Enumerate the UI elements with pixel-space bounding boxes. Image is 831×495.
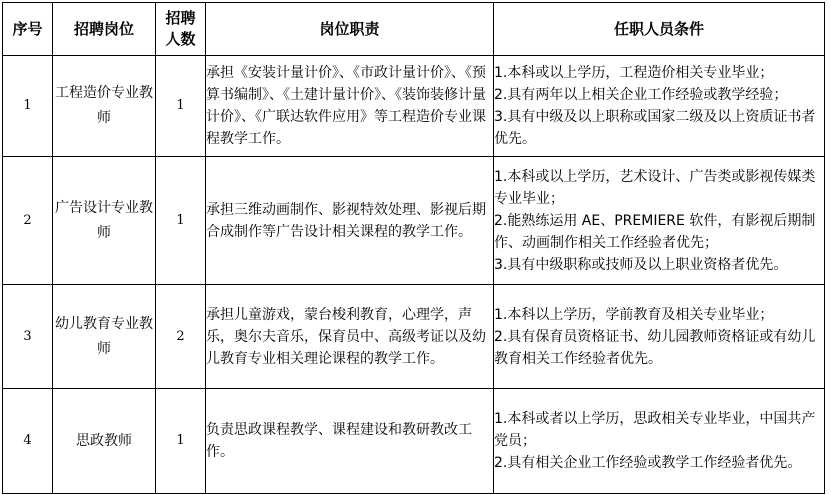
row-seq: 3 xyxy=(3,285,53,389)
row-req xyxy=(494,56,825,157)
row-duty: 承担《安装计量计价》、《市政计量计价》、《预算书编制》、《土建计量计价》、《装饰装修计量计价》、《广联达软件应用》等工程造价专业课程教学工作。 xyxy=(206,56,494,157)
row-post: 思政教师 xyxy=(53,389,156,494)
row-post: 广告设计专业教师 xyxy=(53,157,156,285)
req-item: 2.具有两年以上相关企业工作经验或教学经验； xyxy=(494,87,788,103)
row-seq: 1 xyxy=(3,56,53,157)
row-req xyxy=(494,157,825,285)
table-row xyxy=(3,157,825,285)
req-item: 1.本科或以上学历，工程造价相关专业毕业； xyxy=(494,65,774,81)
row-num: 1 xyxy=(156,389,206,494)
header-num-line1: 招聘 xyxy=(165,9,196,27)
table-row xyxy=(3,56,825,157)
req-item: 1.本科或以上学历，艺术设计、广告类或影视传媒类专业毕业； xyxy=(494,168,816,207)
table-row xyxy=(3,285,825,389)
req-item: 2.具有保育员资格证书、幼儿园教师资格证或有幼儿教育相关工作经验者优先。 xyxy=(494,328,816,367)
row-num: 2 xyxy=(156,285,206,389)
header-num-line2: 人数 xyxy=(165,30,196,48)
row-seq: 2 xyxy=(3,157,53,285)
row-num: 1 xyxy=(156,157,206,285)
req-item: 1.本科以上学历，学前教育及相关专业毕业； xyxy=(494,306,774,323)
row-duty: 承担儿童游戏，蒙台梭利教育，心理学，声乐，奥尔夫音乐，保育员中、高级考证以及幼儿教育专业相关理论课程的教学工作。 xyxy=(206,285,494,389)
header-seq: 序号 xyxy=(3,3,53,56)
row-num: 1 xyxy=(156,56,206,157)
row-req xyxy=(494,285,825,389)
recruitment-table xyxy=(2,2,825,494)
row-duty: 负责思政课程教学、课程建设和教研教改工作。 xyxy=(206,389,494,494)
header-req: 任职人员条件 xyxy=(494,3,825,56)
header-duty: 岗位职责 xyxy=(206,3,494,56)
row-post: 工程造价专业教师 xyxy=(53,56,156,157)
row-duty: 承担三维动画制作、影视特效处理、影视后期合成制作等广告设计相关课程的教学工作。 xyxy=(206,157,494,285)
row-req xyxy=(494,389,825,494)
table-header-row xyxy=(3,3,825,56)
req-item: 1.本科或者以上学历，思政相关专业毕业，中国共产党员； xyxy=(494,411,816,449)
req-item: 3.具有中级及以上职称或国家二级及以上资质证书者优先。 xyxy=(494,109,816,147)
row-post: 幼儿教育专业教师 xyxy=(53,285,156,389)
header-post: 招聘岗位 xyxy=(53,3,156,56)
table-row xyxy=(3,389,825,494)
req-item: 2.具有相关企业工作经验或教学工作经验者优先。 xyxy=(494,455,802,471)
header-num xyxy=(156,3,206,56)
req-item: 3.具有中级职称或技师及以上职业资格者优先。 xyxy=(494,256,788,273)
req-item: 2.能熟练运用 AE、PREMIERE 软件，有影视后期制作、动画制作相关工作经验者优先； xyxy=(494,212,816,251)
row-seq: 4 xyxy=(3,389,53,494)
